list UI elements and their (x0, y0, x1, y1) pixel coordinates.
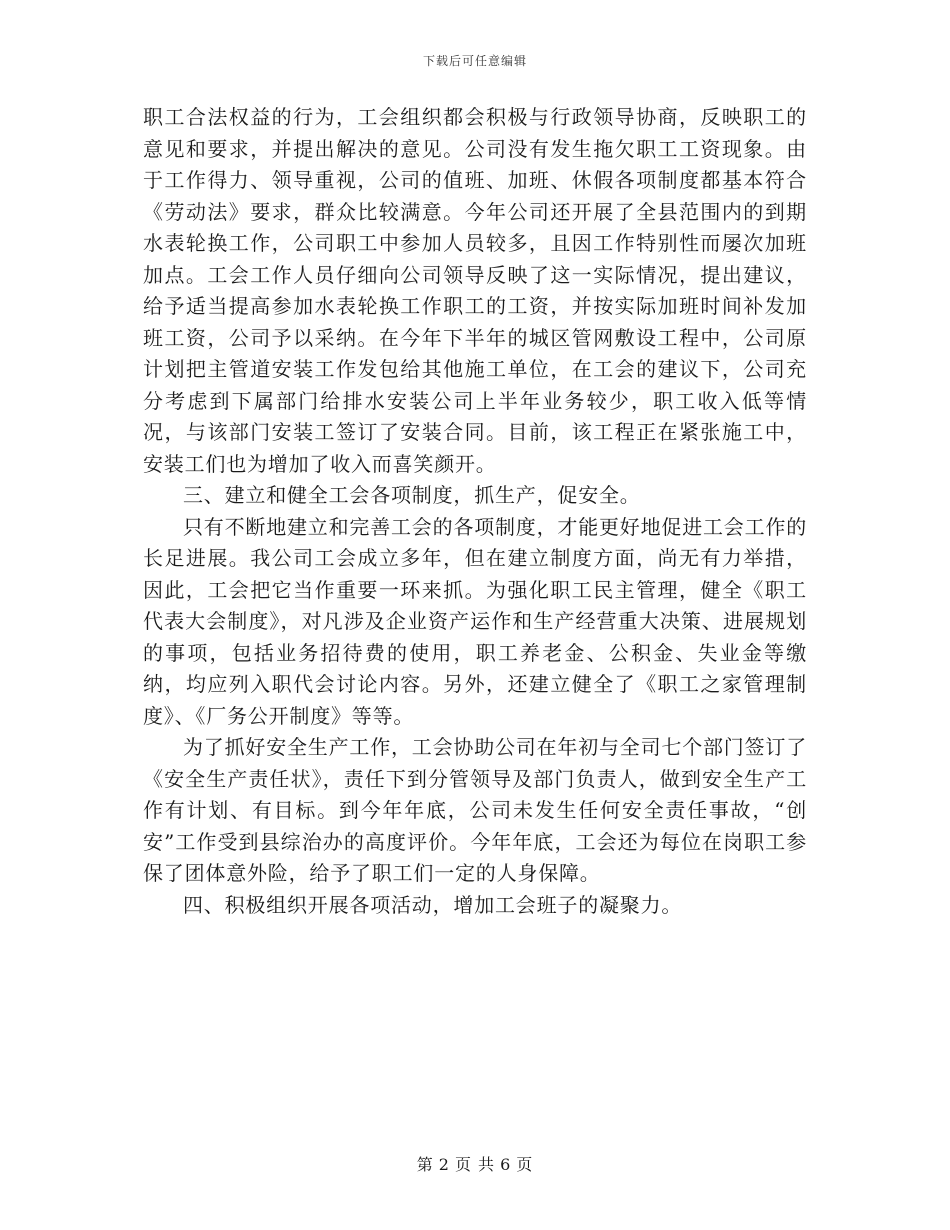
total-page-number: 6 (500, 1155, 512, 1174)
paragraph-safety: 为了抓好安全生产工作，工会协助公司在年初与全司七个部门签订了《安全生产责任状》，责任下到分管领导及部门负责人，做到安全生产工作有计划、有目标。到今年年底，公司未发生任何安全责任事故，“创安”工作受到县综治办的高度评价。今年年底，工会还为每位在岗职工参保了团体意外险，给予了职工们一定的人身保障。 (143, 735, 807, 885)
page-footer (0, 1152, 950, 1175)
footer-prefix: 第 (416, 1155, 434, 1174)
page-header: 下载后可任意编辑 (422, 54, 527, 68)
footer-page-word: 页 (454, 1155, 472, 1174)
section-heading-3: 三、建立和健全工会各项制度，抓生产，促安全。 (183, 483, 641, 507)
footer-total-word: 共 (478, 1155, 496, 1174)
document-body (143, 102, 807, 921)
footer-suffix: 页 (516, 1155, 534, 1174)
paragraph-systems: 只有不断地建立和完善工会的各项制度，才能更好地促进工会工作的长足进展。我公司工会成立多年，但在建立制度方面，尚无有力举措，因此，工会把它当作重要一环来抓。为强化职工民主管理，健全《职工代表大会制度》，对凡涉及企业资产运作和生产经营重大决策、进展规划的事项，包括业务招待费的使用，职工养老金、公积金、失业金等缴纳，均应列入职代会讨论内容。另外，还建立健全了《职工之家管理制度》、《厂务公开制度》等等。 (143, 514, 807, 728)
paragraph-continued: 职工合法权益的行为，工会组织都会积极与行政领导协商，反映职工的意见和要求，并提出解决的意见。公司没有发生拖欠职工工资现象。由于工作得力、领导重视，公司的值班、加班、休假各项制度都基本符合《劳动法》要求，群众比较满意。今年公司还开展了全县范围内的到期水表轮换工作，公司职工中参加人员较多，且因工作特别性而屡次加班加点。工会工作人员仔细向公司领导反映了这一实际情况，提出建议，给予适当提高参加水表轮换工作职工的工资，并按实际加班时间补发加班工资，公司予以采纳。在今年下半年的城区管网敷设工程中，公司原计划把主管道安装工作发包给其他施工单位，在工会的建议下，公司充分考虑到下属部门给排水安装公司上半年业务较少，职工收入低等情况，与该部门安装工签订了安装合同。目前，该工程正在紧张施工中，安装工们也为增加了收入而喜笑颜开。 (143, 105, 807, 476)
section-heading-4: 四、积极组织开展各项活动，增加工会班子的凝聚力。 (183, 892, 683, 917)
current-page-number: 2 (438, 1155, 450, 1174)
